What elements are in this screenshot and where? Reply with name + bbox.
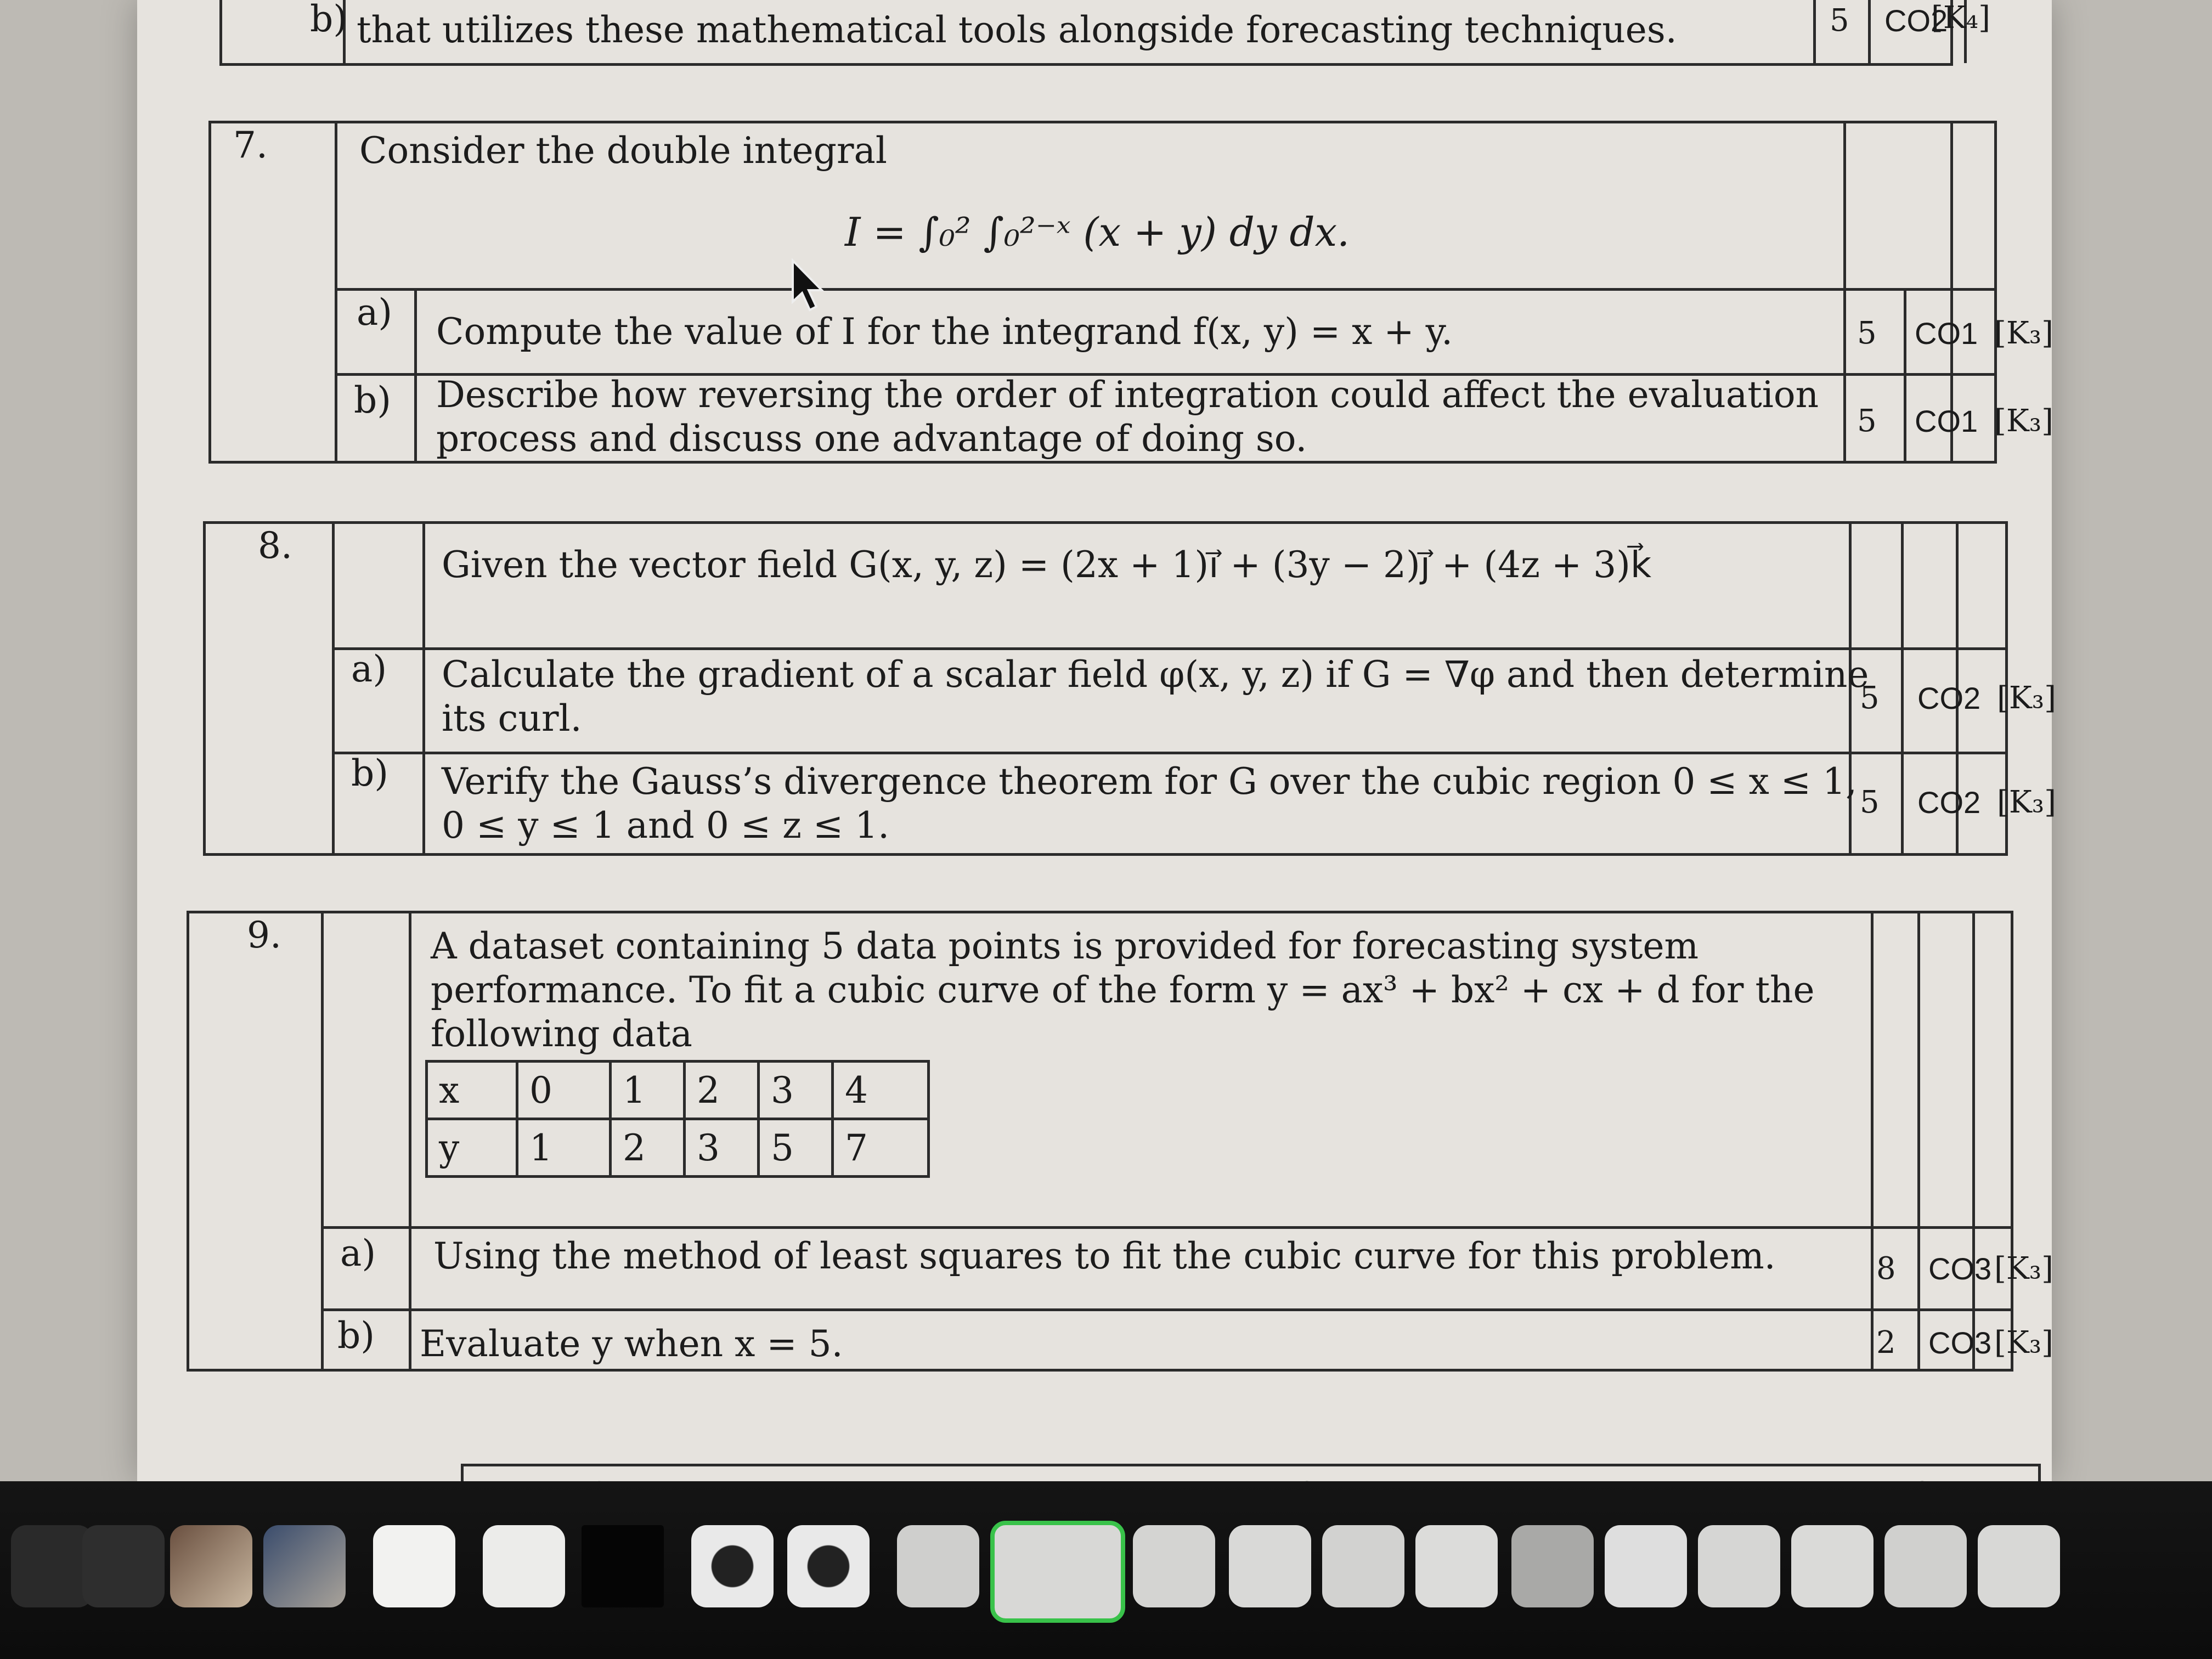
- dock-thumb-document[interactable]: [1698, 1525, 1780, 1607]
- q7-a-text: Compute the value of I for the integrand f(x, y) = x + y.: [436, 311, 1453, 353]
- table-cell: 1: [517, 1119, 611, 1177]
- table-cell: y: [427, 1119, 517, 1177]
- thumbnail-dock: [0, 1481, 2212, 1659]
- dock-thumb-selected[interactable]: [990, 1521, 1125, 1623]
- q9-a-marks: 8: [1876, 1251, 1896, 1286]
- q6-b-row: [219, 0, 1953, 66]
- dock-thumb-dark[interactable]: [82, 1525, 165, 1607]
- dock-thumb-watch[interactable]: [787, 1525, 870, 1607]
- dock-thumb-document[interactable]: [1415, 1525, 1498, 1607]
- q8-b-line2: 0 ≤ y ≤ 1 and 0 ≤ z ≤ 1.: [442, 804, 890, 847]
- q9-b-marks: 2: [1876, 1325, 1896, 1361]
- q7-b-part: b): [354, 379, 391, 421]
- q9-line1: A dataset containing 5 data points is provided for forecasting system: [431, 925, 1699, 967]
- dock-thumb-document[interactable]: [1511, 1525, 1594, 1607]
- dock-thumb-document[interactable]: [1322, 1525, 1404, 1607]
- q7-number: 7.: [233, 124, 268, 166]
- table-row: [427, 1119, 929, 1177]
- q7-b-k: [K₃]: [1994, 403, 2053, 439]
- q7-b-co: CO1: [1915, 404, 1978, 438]
- q8-a-marks: 5: [1860, 680, 1880, 716]
- q6-b-co: CO2: [1884, 3, 1948, 38]
- q7-a-co: CO1: [1915, 316, 1978, 351]
- q8-a-co: CO2: [1917, 681, 1981, 715]
- table-cell: 2: [685, 1062, 759, 1119]
- q7-b-line1: Describe how reversing the order of integration could affect the evaluation: [436, 374, 1819, 416]
- dock-thumb-document[interactable]: [897, 1525, 979, 1607]
- q9-a-part: a): [340, 1232, 376, 1274]
- table-cell: x: [427, 1062, 517, 1119]
- table-cell: 3: [685, 1119, 759, 1177]
- q8-intro: Given the vector field G(x, y, z) = (2x + 1)ı⃗ + (3y − 2)ȷ⃗ + (4z + 3)k⃗: [442, 544, 1652, 586]
- dock-thumb-document[interactable]: [1791, 1525, 1874, 1607]
- dock-thumb-document[interactable]: [1605, 1525, 1687, 1607]
- q6-b-k: [K₄]: [1931, 0, 1990, 36]
- q8-a-k: [K₃]: [1997, 680, 2056, 716]
- q9-a-co: CO3: [1928, 1251, 1992, 1286]
- q7-b-line2: process and discuss one advantage of doing so.: [436, 417, 1307, 460]
- dock-thumb-white[interactable]: [483, 1525, 565, 1607]
- q9-line2: performance. To fit a cubic curve of the form y = ax³ + bx² + cx + d for the: [431, 969, 1815, 1011]
- q7-a-marks: 5: [1857, 315, 1877, 351]
- q6-b-part: b): [310, 0, 347, 40]
- exam-page: [137, 0, 2056, 1481]
- q8-b-k: [K₃]: [1997, 785, 2056, 820]
- dock-thumb-photo[interactable]: [263, 1525, 346, 1607]
- q8-a-line2: its curl.: [442, 697, 582, 740]
- q9-a-text: Using the method of least squares to fit the cubic curve for this problem.: [433, 1235, 1776, 1277]
- mouse-pointer-icon: [790, 258, 828, 313]
- dock-thumb-dark[interactable]: [11, 1525, 93, 1607]
- q7-a-k: [K₃]: [1994, 315, 2053, 351]
- q7-intro: Consider the double integral: [359, 129, 887, 172]
- dock-thumb-black[interactable]: [582, 1525, 664, 1607]
- dock-thumb-document[interactable]: [1133, 1525, 1215, 1607]
- q9-b-co: CO3: [1928, 1325, 1992, 1360]
- dock-thumb-watch[interactable]: [691, 1525, 774, 1607]
- q8-b-marks: 5: [1860, 785, 1880, 820]
- dock-thumb-document[interactable]: [1229, 1525, 1311, 1607]
- q6-b-marks: 5: [1830, 3, 1849, 38]
- table-cell: 5: [759, 1119, 833, 1177]
- q7-a-part: a): [357, 291, 393, 334]
- q8-b-line1: Verify the Gauss’s divergence theorem for G over the cubic region 0 ≤ x ≤ 1,: [442, 760, 1858, 803]
- q8-b-co: CO2: [1917, 785, 1981, 820]
- table-cell: 1: [611, 1062, 685, 1119]
- q7-b-marks: 5: [1857, 403, 1877, 439]
- q6-b-text: that utilizes these mathematical tools alongside forecasting techniques.: [357, 9, 1677, 51]
- q9-b-part: b): [337, 1314, 375, 1357]
- q9-b-text: Evaluate y when x = 5.: [420, 1323, 843, 1365]
- table-cell: 3: [759, 1062, 833, 1119]
- q8-a-part: a): [351, 648, 387, 690]
- q9-line3: following data: [431, 1013, 692, 1055]
- dock-thumb-white[interactable]: [373, 1525, 455, 1607]
- q9-data-table: [425, 1060, 930, 1178]
- q9-number: 9.: [247, 914, 281, 956]
- q8-number: 8.: [258, 524, 292, 567]
- table-cell: 7: [833, 1119, 929, 1177]
- q7-integral: I = ∫₀² ∫₀²⁻ˣ (x + y) dy dx.: [845, 209, 1350, 255]
- table-row: [427, 1062, 929, 1119]
- dock-thumb-document[interactable]: [1978, 1525, 2060, 1607]
- q9-b-k: [K₃]: [1994, 1325, 2053, 1361]
- table-cell: 0: [517, 1062, 611, 1119]
- q8-a-line1: Calculate the gradient of a scalar field φ(x, y, z) if G = ∇φ and then determine: [442, 653, 1869, 696]
- dock-thumb-photo[interactable]: [170, 1525, 252, 1607]
- table-cell: 4: [833, 1062, 929, 1119]
- dock-thumb-document[interactable]: [1884, 1525, 1967, 1607]
- q9-a-k: [K₃]: [1994, 1251, 2053, 1286]
- table-cell: 2: [611, 1119, 685, 1177]
- q8-b-part: b): [351, 752, 388, 794]
